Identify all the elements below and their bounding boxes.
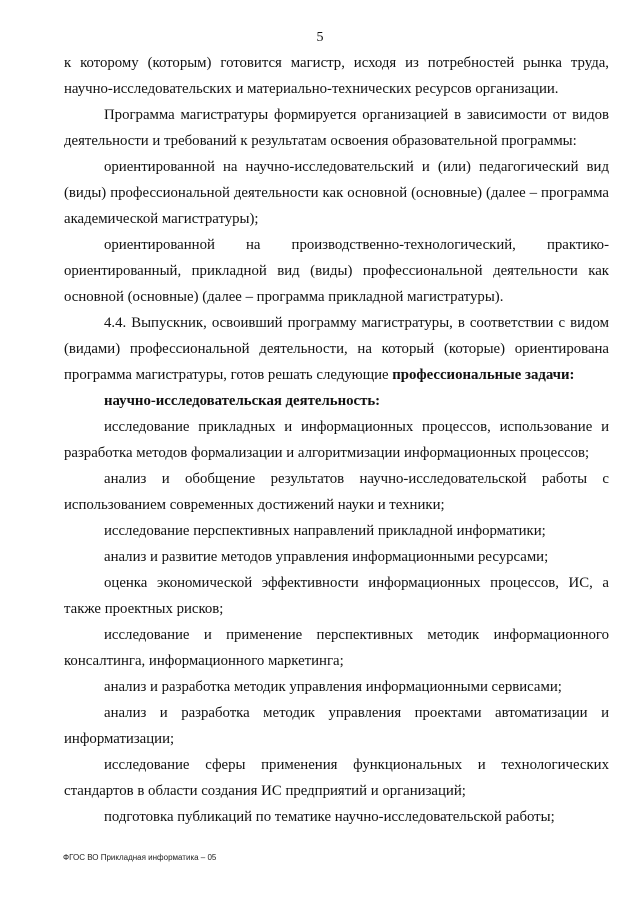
list-item: подготовка публикаций по тематике научно-исследовательской работы; <box>104 809 555 825</box>
list-item: анализ и разработка методик управления информационными сервисами; <box>104 679 562 695</box>
paragraph: к которому (которым) готовится магистр, исходя из потребностей рынка труда, научно-исследовательских и материально-технических ресурсов организации. <box>64 55 609 97</box>
list-item: исследование сферы применения функциональных и технологических стандартов в области создания ИС предприятий и организаций; <box>64 757 609 799</box>
list-item: исследование перспективных направлений прикладной информатики; <box>104 523 546 539</box>
list-item: ориентированной на производственно-технологический, практико-ориентированный, прикладной вид (виды) профессиональной деятельности как основной (основные) (далее – программа прикладной магистратуры). <box>64 237 609 305</box>
emphasis-text: профессиональные задачи: <box>392 367 575 383</box>
page-footer: ФГОС ВО Прикладная информатика – 05 <box>63 853 217 862</box>
list-item: анализ и обобщение результатов научно-исследовательской работы с использованием современных достижений науки и техники; <box>64 471 609 513</box>
paragraph: Программа магистратуры формируется организацией в зависимости от видов деятельности и требований к результатам освоения образовательной программы: <box>64 107 609 149</box>
list-item: исследование и применение перспективных методик информационного консалтинга, информационного маркетинга; <box>64 627 609 669</box>
list-item: анализ и разработка методик управления проектами автоматизации и информатизации; <box>64 705 609 747</box>
page-number: 5 <box>316 30 324 45</box>
document-body <box>64 50 609 830</box>
list-item: анализ и развитие методов управления информационными ресурсами; <box>104 549 549 565</box>
list-item: оценка экономической эффективности информационных процессов, ИС, а также проектных рисков; <box>64 575 609 617</box>
list-item: ориентированной на научно-исследовательский и (или) педагогический вид (виды) профессиональной деятельности как основной (основные) (далее – программа академической магистратуры); <box>64 159 609 227</box>
section-paragraph: 4.4. Выпускник, освоивший программу магистратуры, в соответствии с видом (видами) профессиональной деятельности, на который (которые) ориентирована программа магистратуры, готов решать следующие профессиональные задачи: <box>64 315 609 383</box>
list-item: исследование прикладных и информационных процессов, использование и разработка методов формализации и алгоритмизации информационных процессов; <box>64 419 609 461</box>
subsection-heading: научно-исследовательская деятельность: <box>104 393 381 409</box>
